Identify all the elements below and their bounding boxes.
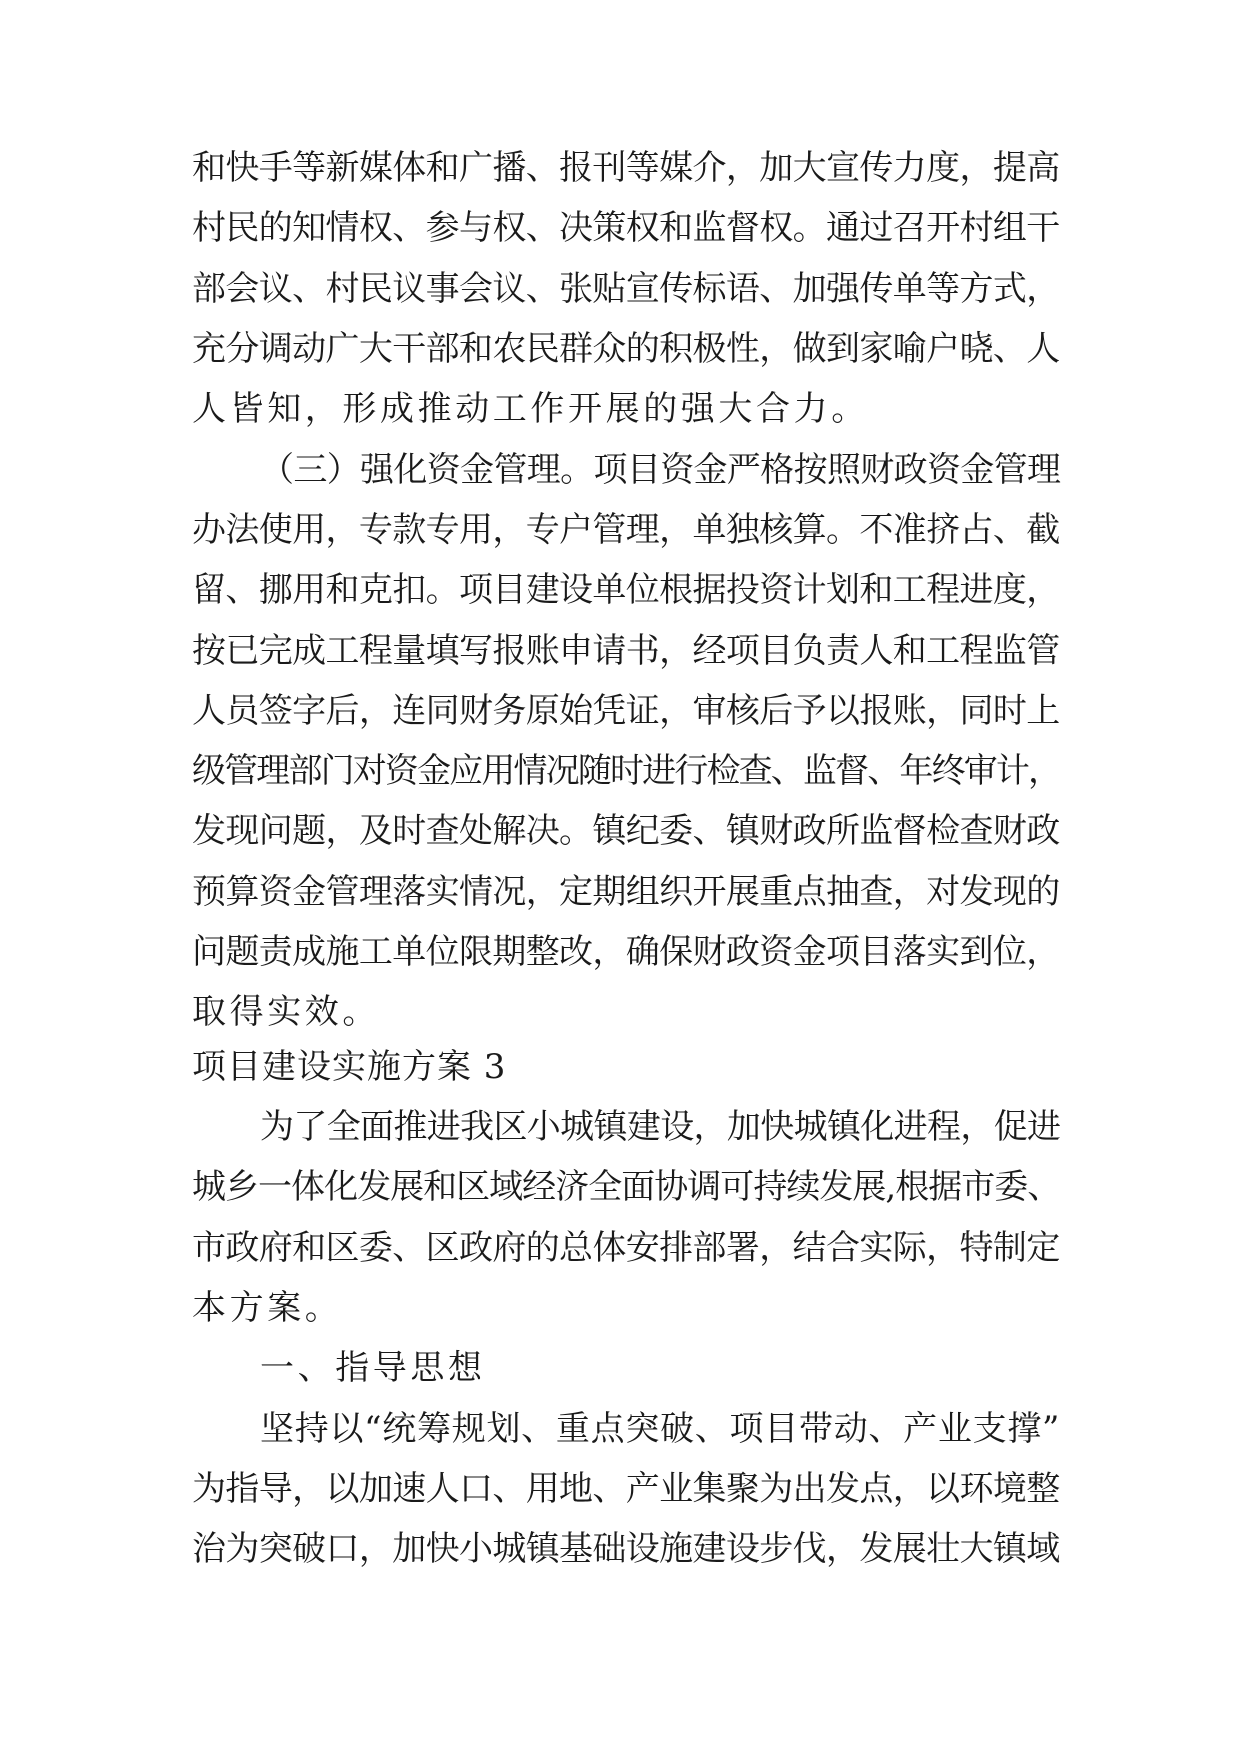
paragraph-line: 留、挪用和克扣。项目建设单位根据投资计划和工程进度，	[192, 570, 1060, 610]
paragraph-line: 坚持以“统筹规划、重点突破、项目带动、产业支撑”	[260, 1409, 1061, 1449]
paragraph-line: 级管理部门对资金应用情况随时进行检查、监督、年终审计，	[192, 751, 1061, 791]
paragraph-line: 市政府和区委、区政府的总体安排部署，结合实际，特制定	[192, 1228, 1060, 1268]
paragraph-line: 治为突破口，加快小城镇基础设施建设步伐，发展壮大镇域	[192, 1529, 1060, 1569]
paragraph-line: 部会议、村民议事会议、张贴宣传标语、加强传单等方式，	[192, 269, 1060, 309]
paragraph-line: 为了全面推进我区小城镇建设，加快城镇化进程，促进	[260, 1107, 1061, 1147]
subheading: 一、指导思想	[260, 1348, 486, 1388]
paragraph-line: 办法使用，专款专用，专户管理，单独核算。不准挤占、截	[192, 510, 1060, 550]
paragraph-line: （三）强化资金管理。项目资金严格按照财政资金管理	[260, 450, 1061, 490]
paragraph-line: 人皆知，形成推动工作开展的强大合力。	[192, 389, 869, 429]
paragraph-line: 城乡一体化发展和区域经济全面协调可持续发展,根据市委、	[192, 1167, 1061, 1207]
paragraph-line: 按已完成工程量填写报账申请书，经项目负责人和工程监管	[192, 631, 1060, 671]
paragraph-line: 问题责成施工单位限期整改，确保财政资金项目落实到位，	[192, 932, 1060, 972]
paragraph-line: 预算资金管理落实情况，定期组织开展重点抽查，对发现的	[192, 872, 1060, 912]
paragraph-line: 人员签字后，连同财务原始凭证，审核后予以报账，同时上	[192, 691, 1060, 731]
section-title: 项目建设实施方案 3	[192, 1047, 507, 1087]
paragraph-line: 村民的知情权、参与权、决策权和监督权。通过召开村组干	[192, 208, 1060, 248]
paragraph-line: 本方案。	[192, 1288, 343, 1328]
paragraph-line: 充分调动广大干部和农民群众的积极性，做到家喻户晓、人	[192, 329, 1060, 369]
paragraph-line: 为指导，以加速人口、用地、产业集聚为出发点，以环境整	[192, 1469, 1060, 1509]
paragraph-line: 发现问题，及时查处解决。镇纪委、镇财政所监督检查财政	[192, 811, 1060, 851]
paragraph-line: 和快手等新媒体和广播、报刊等媒介，加大宣传力度，提高	[192, 148, 1060, 188]
paragraph-line: 取得实效。	[192, 992, 380, 1032]
